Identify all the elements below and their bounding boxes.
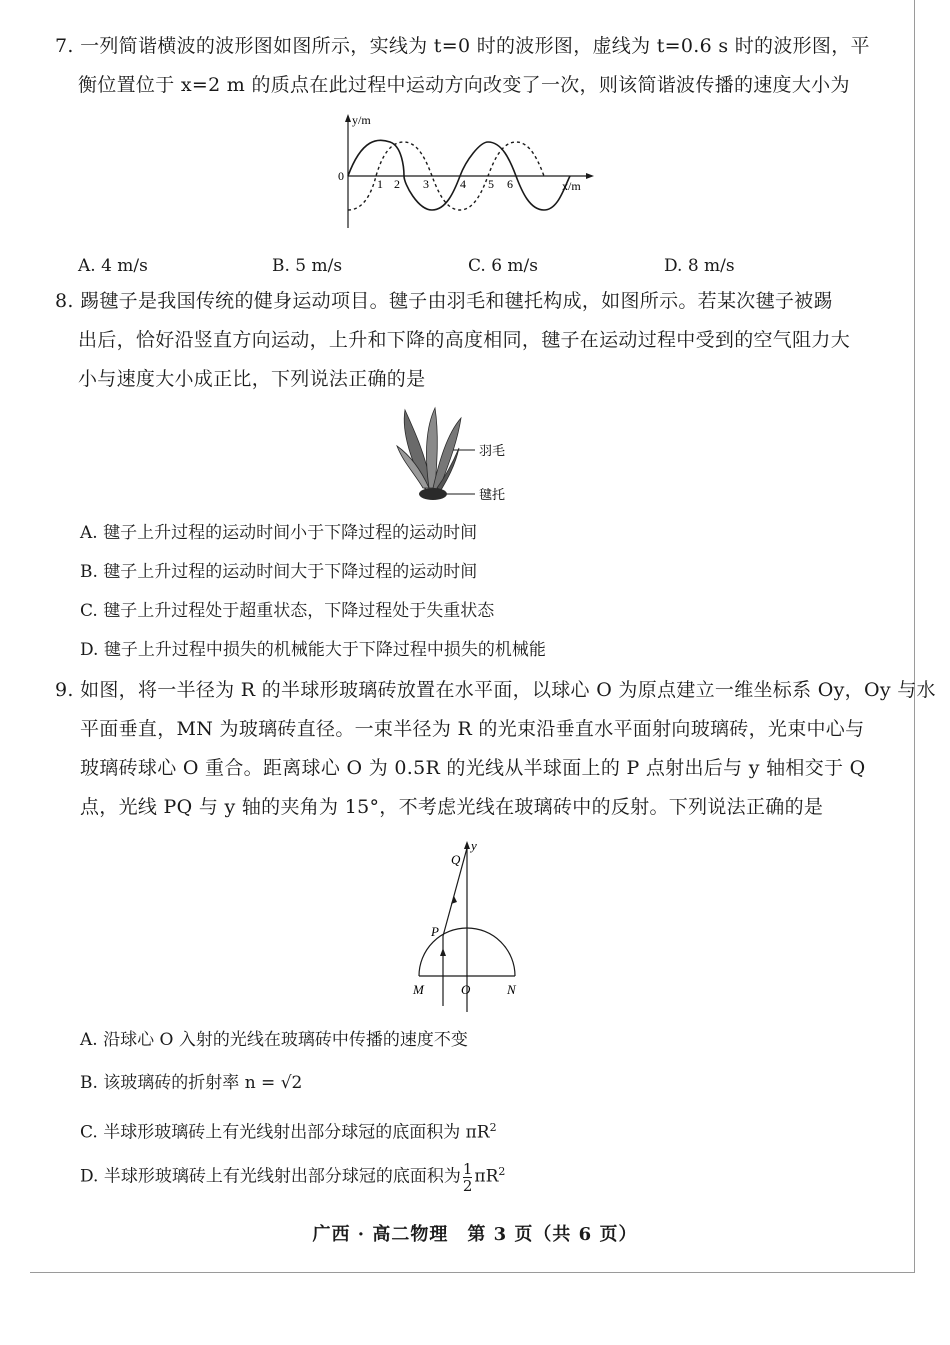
wave-tick-5: 5	[488, 177, 494, 191]
q9-option-a: A. 沿球心 O 入射的光线在玻璃砖中传播的速度不变	[80, 1030, 468, 1050]
sqrt2-value: √2	[280, 1073, 303, 1093]
base-label: 毽托	[479, 488, 506, 503]
q9-option-b-text: B. 该玻璃砖的折射率 n =	[80, 1073, 281, 1093]
fraction-denominator: 2	[462, 1176, 473, 1195]
q7-option-a: A. 4 m/s	[78, 256, 148, 276]
q9-option-d	[80, 1160, 505, 1194]
q9-stem-line4: 点，光线 PQ 与 y 轴的夹角为 15°，不考虑光线在玻璃砖中的反射。下列说法正确的是	[80, 796, 824, 818]
q7-stem-line1: 7. 一列简谐横波的波形图如图所示，实线为 t=0 时的波形图，虚线为 t=0.6 s 时的波形图，平	[55, 35, 870, 57]
wave-tick-2: 2	[394, 177, 400, 191]
q7-option-b: B. 5 m/s	[272, 256, 343, 276]
feather-label: 羽毛	[479, 444, 506, 459]
q8-stem-line2: 出后，恰好沿竖直方向运动，上升和下降的高度相同，毽子在运动过程中受到的空气阻力大	[78, 329, 851, 351]
q8-stem-line1: 8. 踢毽子是我国传统的健身运动项目。毽子由羽毛和毽托构成，如图所示。若某次毽子被踢	[55, 290, 833, 312]
wave-tick-6: 6	[507, 177, 513, 191]
wave-origin: 0	[338, 169, 344, 183]
q7-option-d: D. 8 m/s	[664, 256, 735, 276]
hemisphere-figure	[405, 836, 535, 1012]
solid-wave-t0	[348, 140, 570, 210]
wave-y-label: y/m	[352, 113, 371, 127]
wave-tick-4: 4	[460, 177, 466, 191]
point-q-label: Q	[451, 852, 461, 867]
one-half-fraction	[463, 1161, 473, 1194]
page-footer: 广西 · 高二物理 第 3 页（共 6 页）	[312, 1224, 638, 1245]
q8-option-c: C. 毽子上升过程处于超重状态，下降过程处于失重状态	[80, 601, 495, 621]
wave-tick-1: 1	[377, 177, 383, 191]
q9-stem-line1: 9. 如图，将一半径为 R 的半球形玻璃砖放置在水平面，以球心 O 为原点建立一维坐标系 Oy，Oy 与水	[55, 679, 936, 701]
q9-stem-line2: 平面垂直，MN 为玻璃砖直径。一束半径为 R 的光束沿垂直水平面射向玻璃砖，光束中心与	[80, 718, 865, 740]
wave-x-label: x/m	[562, 179, 581, 193]
q9-option-d-exponent: 2	[498, 1165, 506, 1178]
wave-tick-3: 3	[423, 177, 429, 191]
q9-option-c-text: C. 半球形玻璃砖上有光线射出部分球冠的底面积为 πR	[80, 1122, 490, 1143]
q9-option-d-text: D. 半球形玻璃砖上有光线射出部分球冠的底面积为	[80, 1166, 461, 1187]
point-p-label: P	[431, 924, 439, 939]
q8-option-b: B. 毽子上升过程的运动时间大于下降过程的运动时间	[80, 562, 478, 582]
point-n-label: N	[507, 982, 516, 997]
q8-option-a: A. 毽子上升过程的运动时间小于下降过程的运动时间	[80, 523, 478, 543]
q9-option-c-exponent: 2	[489, 1121, 497, 1134]
shuttlecock-figure	[395, 404, 525, 508]
fraction-numerator: 1	[462, 1159, 473, 1178]
q7-stem-line2: 衡位置位于 x=2 m 的质点在此过程中运动方向改变了一次，则该简谐波传播的速度大小为	[78, 74, 850, 96]
q8-stem-line3: 小与速度大小成正比，下列说法正确的是	[78, 368, 426, 390]
q9-option-c	[80, 1116, 497, 1145]
q8-option-d: D. 毽子上升过程中损失的机械能大于下降过程中损失的机械能	[80, 640, 546, 660]
point-o-label: O	[461, 982, 471, 997]
q9-option-b	[80, 1071, 302, 1095]
wave-figure	[330, 108, 610, 228]
axis-y-label: y	[471, 838, 477, 853]
q7-option-c: C. 6 m/s	[468, 256, 539, 276]
q9-stem-line3: 玻璃砖球心 O 重合。距离球心 O 为 0.5R 的光线从半球面上的 P 点射出后与 y 轴相交于 Q	[80, 757, 866, 779]
q9-option-d-suffix: πR	[474, 1166, 499, 1187]
point-m-label: M	[413, 982, 424, 997]
